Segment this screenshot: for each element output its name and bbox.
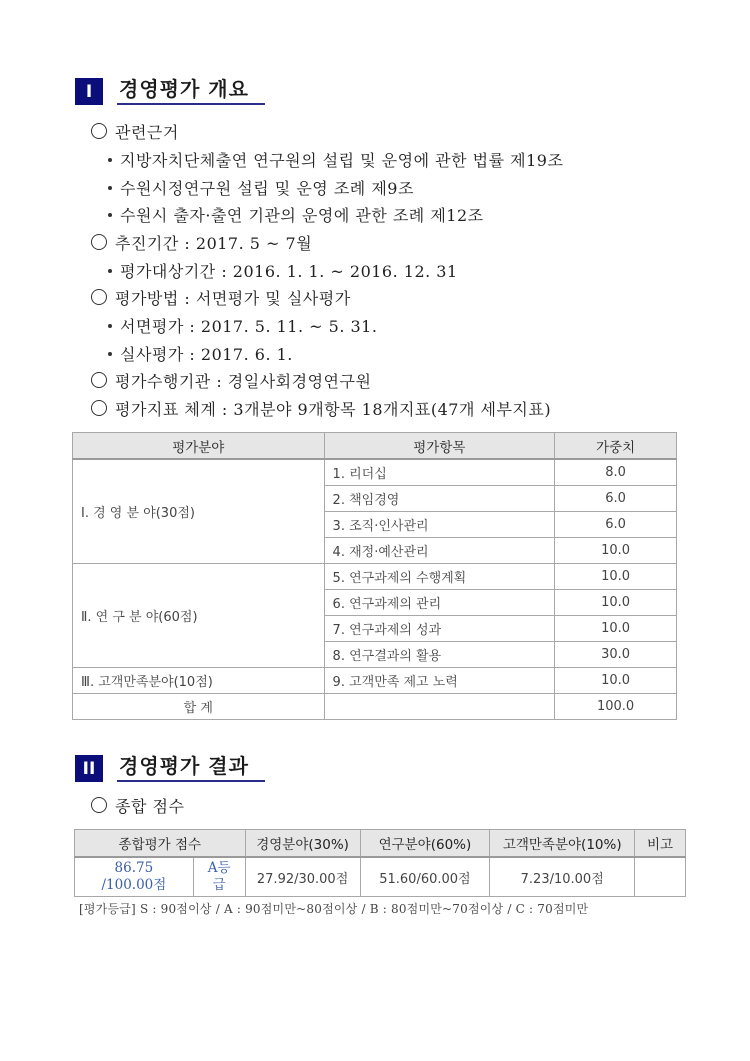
dot-bullet-icon — [108, 352, 112, 356]
list-item: 수원시정연구원 설립 및 운영 조례 제9조 — [108, 179, 414, 199]
section-1-heading — [75, 75, 265, 105]
header-field: 평가분야 — [73, 433, 325, 460]
weight-cell: 10.0 — [555, 564, 677, 590]
circle-bullet-icon — [91, 289, 107, 305]
list-item: 평가수행기관 : 경일사회경영연구원 — [91, 372, 371, 392]
weight-cell: 10.0 — [555, 538, 677, 564]
table-row — [73, 564, 677, 590]
total-score-cell: 86.75 /100.00점 — [75, 857, 194, 897]
customer-score-cell: 7.23/10.00점 — [490, 857, 635, 897]
list-item: 평가지표 체계 : 3개분야 9개항목 18개지표(47개 세부지표) — [91, 400, 551, 420]
list-item: 평가방법 : 서면평가 및 실사평가 — [91, 289, 351, 309]
field-cell: Ⅲ. 고객만족분야(10점) — [73, 668, 325, 694]
overall-score-table — [74, 829, 686, 897]
section-title: 경영평가 결과 — [117, 753, 265, 782]
dot-bullet-icon — [108, 213, 112, 217]
section-number-badge: I — [75, 78, 103, 105]
table-header-row — [73, 433, 677, 460]
total-item — [324, 694, 555, 720]
list-item: 추진기간 : 2017. 5 ~ 7월 — [91, 234, 312, 254]
dot-bullet-icon — [108, 158, 112, 162]
item-cell: 9. 고객만족 제고 노력 — [324, 668, 555, 694]
field-cell: Ⅰ. 경 영 분 야(30점) — [73, 459, 325, 564]
grade-legend-note: [평가등급] S : 90점이상 / A : 90점미만~80점이상 / B : 80점미만~70점이상 / C : 70점미만 — [79, 902, 589, 916]
list-item: 서면평가 : 2017. 5. 11. ~ 5. 31. — [108, 317, 377, 337]
list-item: 지방자치단체출연 연구원의 설립 및 운영에 관한 법률 제19조 — [108, 151, 563, 171]
table-total-row — [73, 694, 677, 720]
table-row — [73, 668, 677, 694]
weight-cell: 8.0 — [555, 459, 677, 486]
total-label: 합 계 — [73, 694, 325, 720]
dot-bullet-icon — [108, 186, 112, 190]
item-cell: 1. 리더십 — [324, 459, 555, 486]
header-total-score: 종합평가 점수 — [75, 830, 246, 858]
weight-cell: 30.0 — [555, 642, 677, 668]
header-remarks: 비고 — [635, 830, 686, 858]
subheading: 종합 점수 — [91, 797, 184, 817]
table-row — [75, 857, 686, 897]
item-cell: 2. 책임경영 — [324, 486, 555, 512]
evaluation-indicator-table — [72, 432, 677, 720]
dot-bullet-icon — [108, 269, 112, 273]
section-number-badge: II — [75, 755, 103, 782]
management-score-cell: 27.92/30.00점 — [245, 857, 360, 897]
field-cell: Ⅱ. 연 구 분 야(60점) — [73, 564, 325, 668]
section-2-heading — [75, 752, 265, 782]
item-cell: 5. 연구과제의 수행계획 — [324, 564, 555, 590]
total-weight: 100.0 — [555, 694, 677, 720]
circle-bullet-icon — [91, 123, 107, 139]
item-cell: 3. 조직·인사관리 — [324, 512, 555, 538]
list-item: 관련근거 — [91, 123, 179, 143]
weight-cell: 10.0 — [555, 616, 677, 642]
header-research: 연구분야(60%) — [360, 830, 490, 858]
header-weight: 가중치 — [555, 433, 677, 460]
list-item: 실사평가 : 2017. 6. 1. — [108, 345, 293, 365]
circle-bullet-icon — [91, 372, 107, 388]
item-cell: 8. 연구결과의 활용 — [324, 642, 555, 668]
grade-cell: A등 급 — [193, 857, 245, 897]
weight-cell: 10.0 — [555, 668, 677, 694]
list-item: 수원시 출자·출연 기관의 운영에 관한 조례 제12조 — [108, 206, 484, 226]
table-row — [73, 459, 677, 486]
list-item: 평가대상기간 : 2016. 1. 1. ~ 2016. 12. 31 — [108, 262, 458, 282]
item-cell: 6. 연구과제의 관리 — [324, 590, 555, 616]
circle-bullet-icon — [91, 400, 107, 416]
weight-cell: 6.0 — [555, 486, 677, 512]
dot-bullet-icon — [108, 324, 112, 328]
section-title: 경영평가 개요 — [117, 76, 265, 105]
header-item: 평가항목 — [324, 433, 555, 460]
remarks-cell — [635, 857, 686, 897]
weight-cell: 6.0 — [555, 512, 677, 538]
table-header-row — [75, 830, 686, 858]
circle-bullet-icon — [91, 234, 107, 250]
header-management: 경영분야(30%) — [245, 830, 360, 858]
item-cell: 7. 연구과제의 성과 — [324, 616, 555, 642]
weight-cell: 10.0 — [555, 590, 677, 616]
header-customer: 고객만족분야(10%) — [490, 830, 635, 858]
item-cell: 4. 재정·예산관리 — [324, 538, 555, 564]
circle-bullet-icon — [91, 797, 107, 813]
research-score-cell: 51.60/60.00점 — [360, 857, 490, 897]
